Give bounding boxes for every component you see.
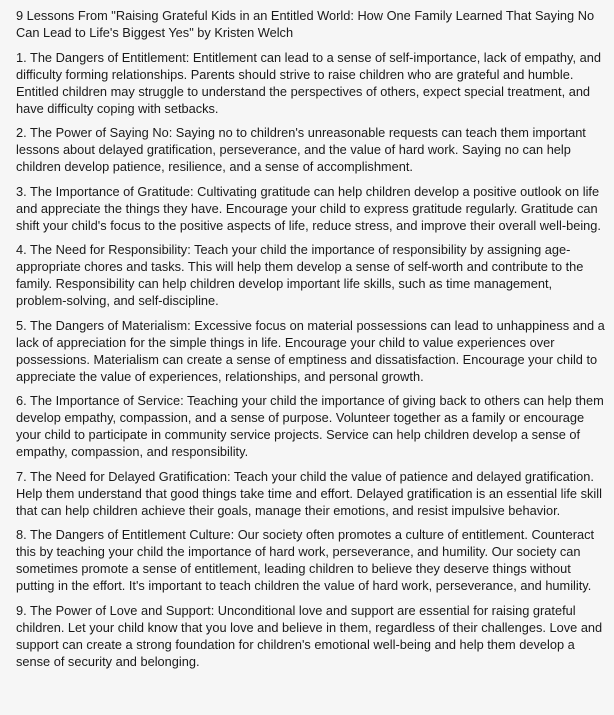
lesson-4: 4. The Need for Responsibility: Teach your child the importance of responsibility by assigning age-appropriate chores and tasks. This will help them develop a sense of self-worth and contribute to the family. Responsibility can help children develop important life skills, such as time management, problem-solving, and self-discipline. xyxy=(16,242,584,308)
lesson-5: 5. The Dangers of Materialism: Excessive focus on material possessions can lead to unhappiness and a lack of appreciation for the simple things in life. Encourage your child to value experiences over possessions. Materialism can create a sense of emptiness and dissatisfaction. Encourage your child to appreciate the value of experiences, relationships, and personal growth. xyxy=(16,317,605,384)
lesson-7: 7. The Need for Delayed Gratification: Teach your child the value of patience and delayed gratification. Help them understand that good things take time and effort. Delayed gratification is an essential life skill that can help children achieve their goals, manage their emotions, and resist impulsive behavior. xyxy=(16,468,602,518)
document-body xyxy=(16,7,606,677)
lesson-6: 6. The Importance of Service: Teaching your child the importance of giving back to others can help them develop empathy, compassion, and a sense of purpose. Volunteer together as a family or encourage your child to participate in community service projects. Service can help children develop a sense of empathy, compassion, and responsibility. xyxy=(16,393,604,459)
lesson-1: 1. The Dangers of Entitlement: Entitlement can lead to a sense of self-importance, lack of empathy, and difficulty forming relationships. Parents should strive to raise children who are grateful and humble. Entitled children may struggle to understand the perspectives of others, expect special treatment, and have difficulty coping with setbacks. xyxy=(16,49,601,116)
lesson-2: 2. The Power of Saying No: Saying no to children's unreasonable requests can teach them important lessons about delayed gratification, perseverance, and the value of hard work. Saying no can help children develop patience, resilience, and a sense of accomplishment. xyxy=(16,125,586,174)
lesson-3: 3. The Importance of Gratitude: Cultivating gratitude can help children develop a positive outlook on life and appreciate the things they have. Encourage your child to express gratitude regularly. Gratitude can shift your child's focus to the positive aspects of life, reduce stress, and improve their overall well-being. xyxy=(16,183,601,233)
document-title: 9 Lessons From "Raising Grateful Kids in an Entitled World: How One Family Learned That Saying No Can Lead to Life's Biggest Yes" by Kristen Welch xyxy=(16,8,595,40)
lesson-9: 9. The Power of Love and Support: Unconditional love and support are essential for raising grateful children. Let your child know that you love and believe in them, regardless of their challenges. Love and support can create a strong foundation for children's emotional well-being and help them develop a sense of security and belonging. xyxy=(16,602,603,669)
lesson-8: 8. The Dangers of Entitlement Culture: Our society often promotes a culture of entitlement. Counteract this by teaching your child the importance of hard work, perseverance, and humility. Our society can sometimes promote a sense of entitlement, leading children to believe they deserve things without putting in the effort. It's important to teach children the value of hard work, perseverance, and humility. xyxy=(16,527,595,593)
